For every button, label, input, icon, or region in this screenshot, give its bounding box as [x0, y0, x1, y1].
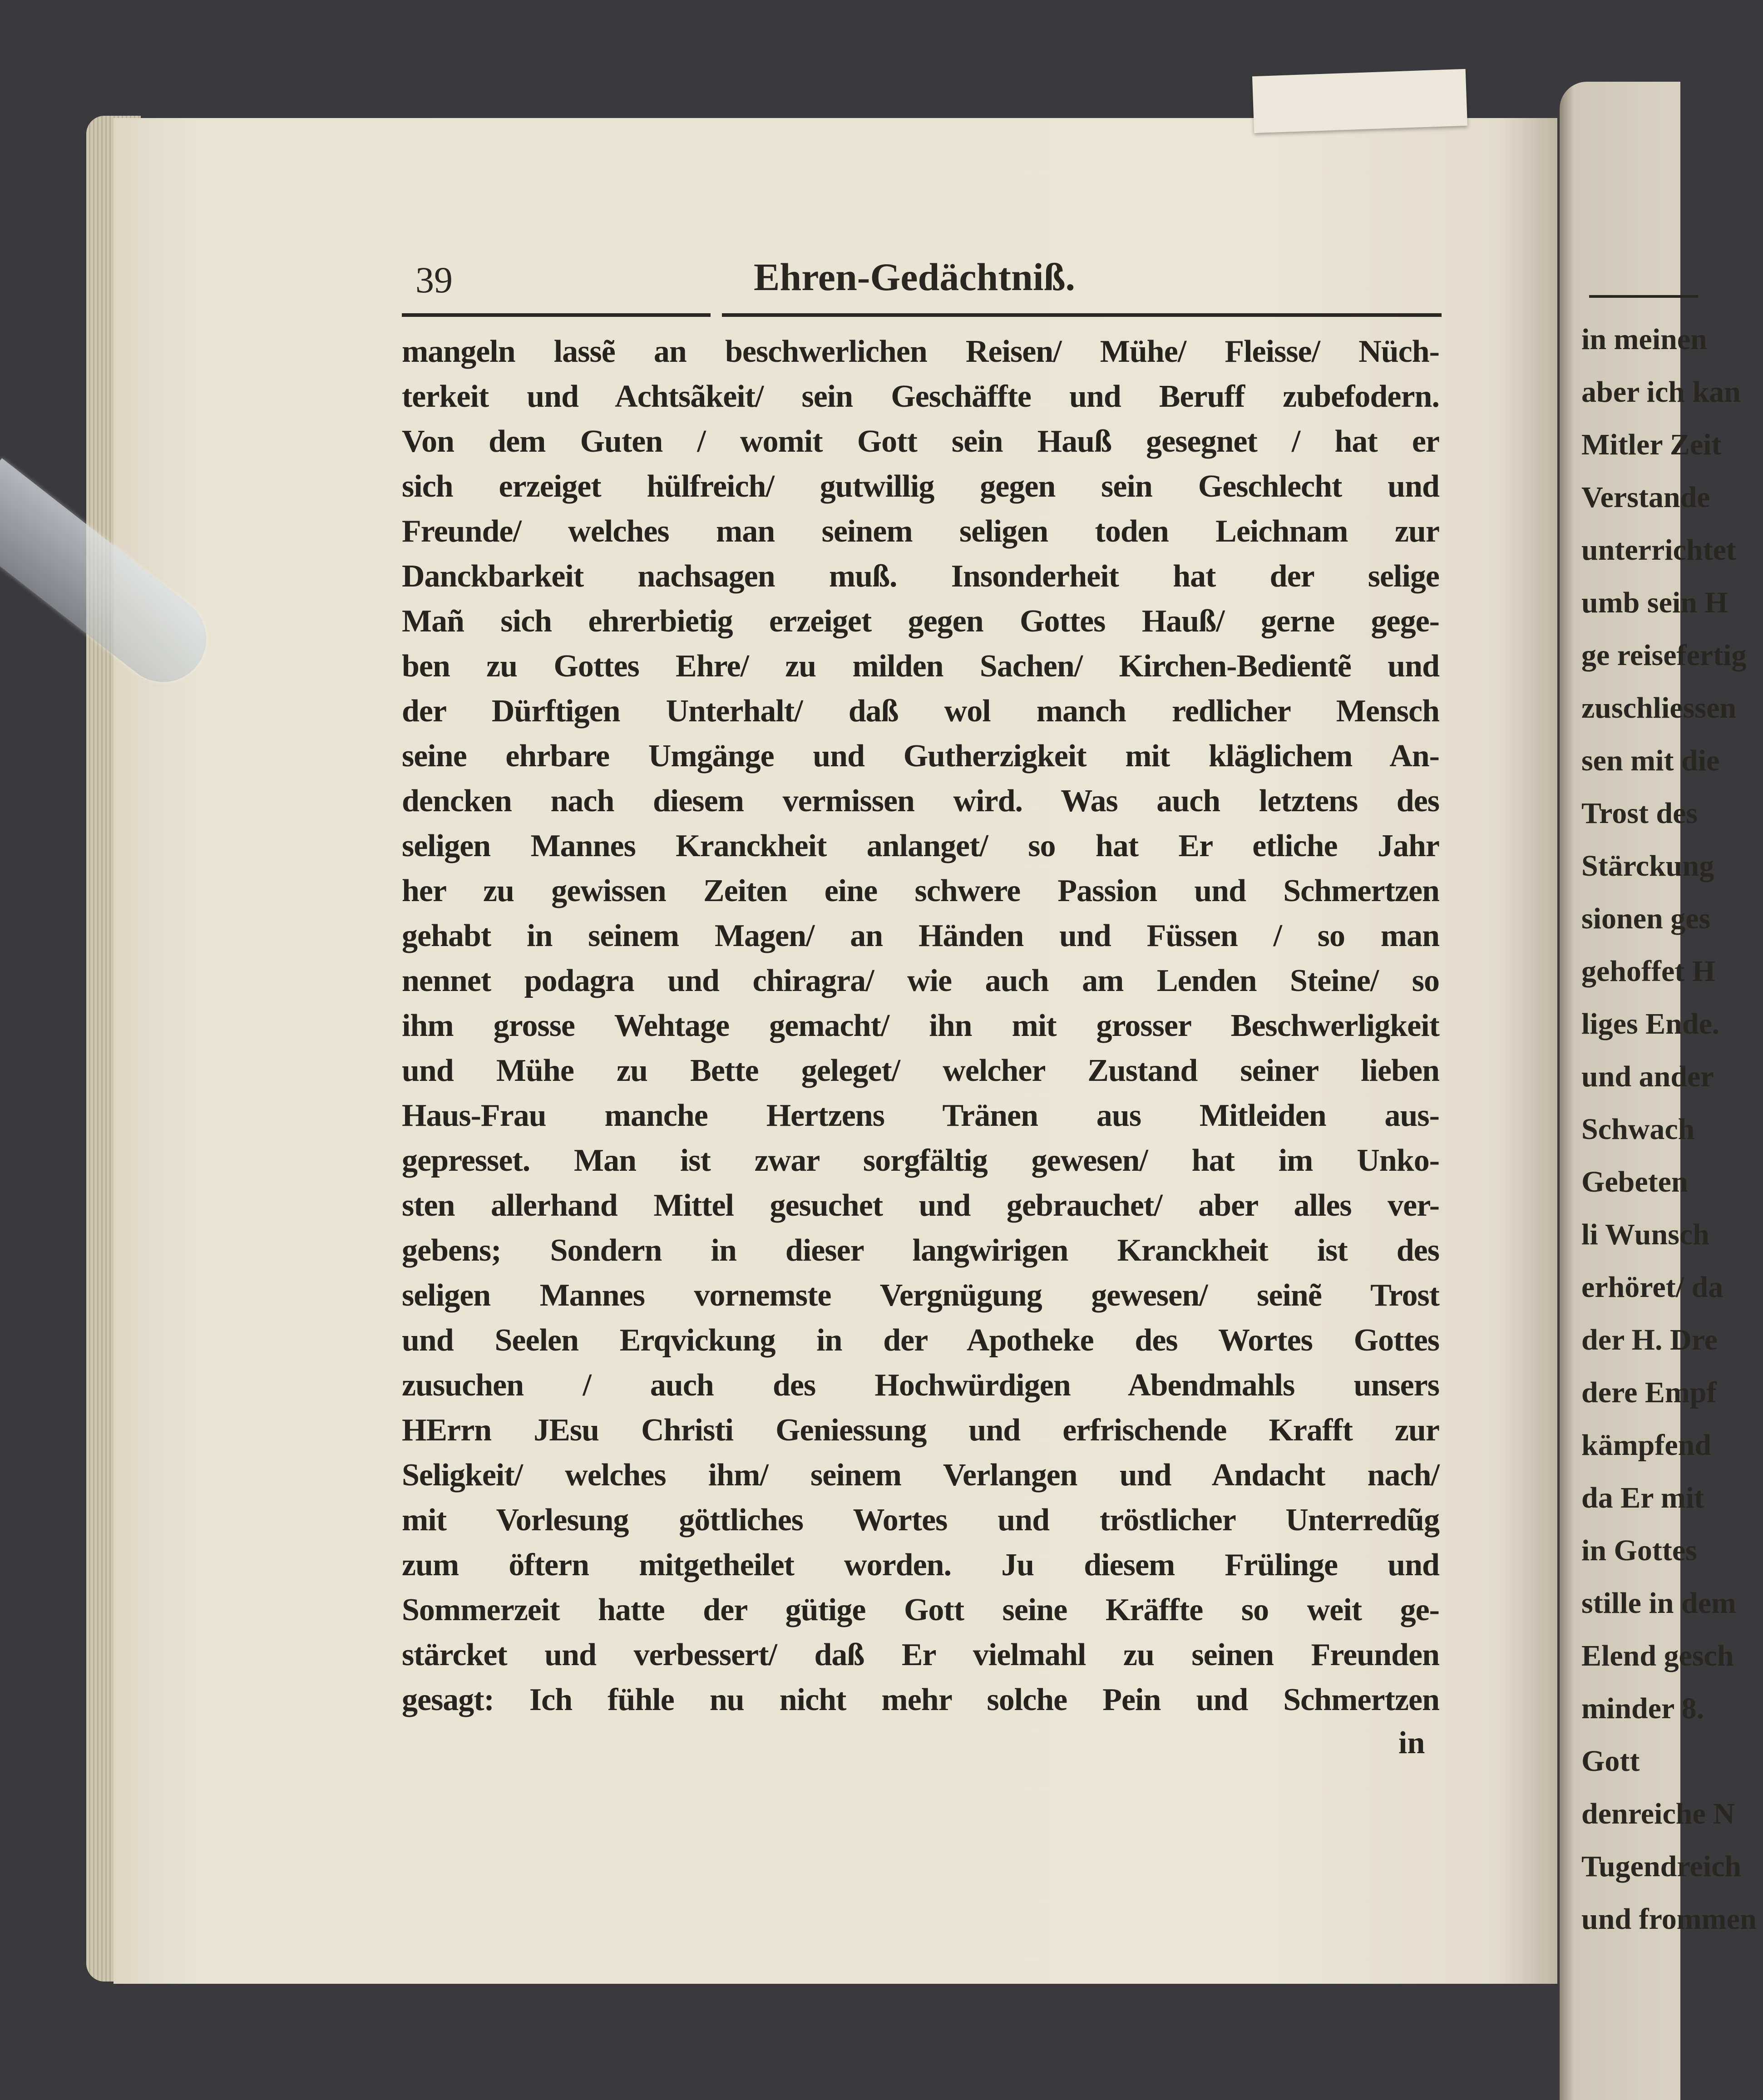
- right-page-text-line: Gebeten: [1581, 1165, 1688, 1198]
- right-page-text-line: gehoffet H: [1581, 955, 1716, 988]
- right-page-text-line: liges Ende.: [1581, 1007, 1720, 1040]
- text-line: ihm grosse Wehtage gemacht/ ihn mit grosser Beschwerligkeit: [402, 1008, 1439, 1043]
- right-page-text-line: aber ich kan: [1581, 375, 1741, 409]
- right-page-text-line: Tugendreich: [1581, 1850, 1742, 1883]
- right-page-text-line: der H. Dre: [1581, 1323, 1718, 1356]
- text-line: Von dem Guten / womit Gott sein Hauß gesegnet / hat er: [402, 424, 1439, 459]
- text-line: ben zu Gottes Ehre/ zu milden Sachen/ Kirchen-Bedientẽ und: [402, 649, 1439, 684]
- text-line: stärcket und verbessert/ daß Er vielmahl zu seinen Freunden: [402, 1637, 1439, 1672]
- right-page-text-line: Mitler Zeit: [1581, 428, 1722, 461]
- text-line: nennet podagra und chiragra/ wie auch am Lenden Steine/ so: [402, 963, 1439, 998]
- right-page-text-line: minder 8.: [1581, 1692, 1704, 1725]
- right-page-text-line: stille in dem: [1581, 1587, 1736, 1620]
- right-page-text-line: unterrichtet: [1581, 533, 1736, 567]
- text-line: gehabt in seinem Magen/ an Händen und Füssen / so man: [402, 918, 1439, 953]
- text-line: terkeit und Achtsãkeit/ sein Geschäffte und Beruff zubefodern.: [402, 379, 1439, 414]
- right-page-text-line: sionen ges: [1581, 902, 1711, 935]
- right-page-text-line: zuschliessen: [1581, 691, 1737, 725]
- right-page-text-line: Elend gesch: [1581, 1639, 1734, 1672]
- text-line: her zu gewissen Zeiten eine schwere Passion und Schmertzen: [402, 873, 1439, 908]
- text-line: Mañ sich ehrerbietig erzeiget gegen Gottes Hauß/ gerne gege-: [402, 604, 1439, 639]
- paper-bookmark-tab: [1252, 69, 1467, 133]
- right-page-text: [1581, 313, 1763, 1946]
- right-page-text-line: Gott: [1581, 1745, 1640, 1778]
- right-page-text-line: umb sein H: [1581, 586, 1728, 619]
- text-line: seine ehrbare Umgänge und Gutherzigkeit mit kläglichem An-: [402, 739, 1439, 774]
- right-page-text-line: kämpfend: [1581, 1429, 1712, 1462]
- text-line: sten allerhand Mittel gesuchet und gebrauchet/ aber alles ver-: [402, 1188, 1439, 1223]
- text-line: der Dürftigen Unterhalt/ daß wol manch redlicher Mensch: [402, 694, 1439, 729]
- right-page-text-line: dere Empf: [1581, 1376, 1717, 1409]
- text-line: mit Vorlesung göttliches Wortes und tröstlicher Unterredũg: [402, 1503, 1439, 1538]
- text-line: und Mühe zu Bette geleget/ welcher Zustand seiner lieben: [402, 1053, 1439, 1088]
- right-page-text-line: erhöret/ da: [1581, 1271, 1723, 1304]
- right-page-text-line: und ander: [1581, 1060, 1714, 1093]
- right-page-text-line: Stärckung: [1581, 849, 1714, 882]
- text-line: seligen Mannes vornemste Vergnügung gewesen/ seinẽ Trost: [402, 1278, 1439, 1313]
- right-page-text-line: und frommen: [1581, 1903, 1757, 1936]
- right-page: [1560, 82, 1757, 2100]
- right-page-text-line: denreiche N: [1581, 1797, 1735, 1830]
- right-page-text-line: in Gottes: [1581, 1534, 1697, 1567]
- text-line: zusuchen / auch des Hochwürdigen Abendmahls unsers: [402, 1368, 1439, 1403]
- right-page-text-line: da Er mit: [1581, 1481, 1704, 1514]
- right-page-text-line: sen mit die: [1581, 744, 1720, 777]
- right-page-text-line: Trost des: [1581, 797, 1698, 830]
- text-line: seligen Mannes Kranckheit anlanget/ so hat Er etliche Jahr: [402, 828, 1439, 863]
- text-line: Freunde/ welches man seinem seligen toden Leichnam zur: [402, 514, 1439, 549]
- text-line: Seligkeit/ welches ihm/ seinem Verlangen und Andacht nach/: [402, 1458, 1439, 1493]
- text-line: gesagt: Ich fühle nu nicht mehr solche Pein und Schmertzen: [402, 1682, 1439, 1717]
- right-page-text-line: Verstande: [1581, 481, 1710, 514]
- catchword: in: [1398, 1725, 1425, 1760]
- text-line: gepresset. Man ist zwar sorgfältig gewesen/ hat im Unko-: [402, 1143, 1439, 1178]
- text-line: mangeln lassẽ an beschwerlichen Reisen/ Mühe/ Fleisse/ Nüch-: [402, 334, 1439, 369]
- text-line: dencken nach diesem vermissen wird. Was auch letztens des: [402, 784, 1439, 818]
- right-page-text-line: Schwach: [1581, 1113, 1695, 1146]
- text-line: Danckbarkeit nachsagen muß. Insonderheit hat der selige: [402, 559, 1439, 594]
- text-line: HErrn JEsu Christi Geniessung und erfrischende Krafft zur: [402, 1413, 1439, 1448]
- right-page-text-line: ge reisefertig: [1581, 639, 1747, 672]
- head-rule-right: [722, 313, 1442, 317]
- body-text: [402, 329, 1439, 1722]
- right-page-text-line: in meinen: [1581, 323, 1707, 356]
- text-line: sich erzeiget hülfreich/ gutwillig gegen sein Geschlecht und: [402, 469, 1439, 504]
- page-number: 39: [415, 259, 453, 301]
- text-line: gebens; Sondern in dieser langwirigen Kranckheit ist des: [402, 1233, 1439, 1268]
- head-rule-left: [402, 313, 711, 317]
- running-head: Ehren-Gedächtniß.: [754, 255, 1076, 299]
- text-line: Haus-Frau manche Hertzens Tränen aus Mitleiden aus-: [402, 1098, 1439, 1133]
- text-line: und Seelen Erqvickung in der Apotheke des Wortes Gottes: [402, 1323, 1439, 1358]
- text-line: zum öftern mitgetheilet worden. Ju diesem Frülinge und: [402, 1548, 1439, 1582]
- text-line: Sommerzeit hatte der gütige Gott seine Kräffte so weit ge-: [402, 1592, 1439, 1627]
- right-page-text-line: li Wunsch: [1581, 1218, 1709, 1251]
- right-page-head-rule: [1589, 295, 1698, 298]
